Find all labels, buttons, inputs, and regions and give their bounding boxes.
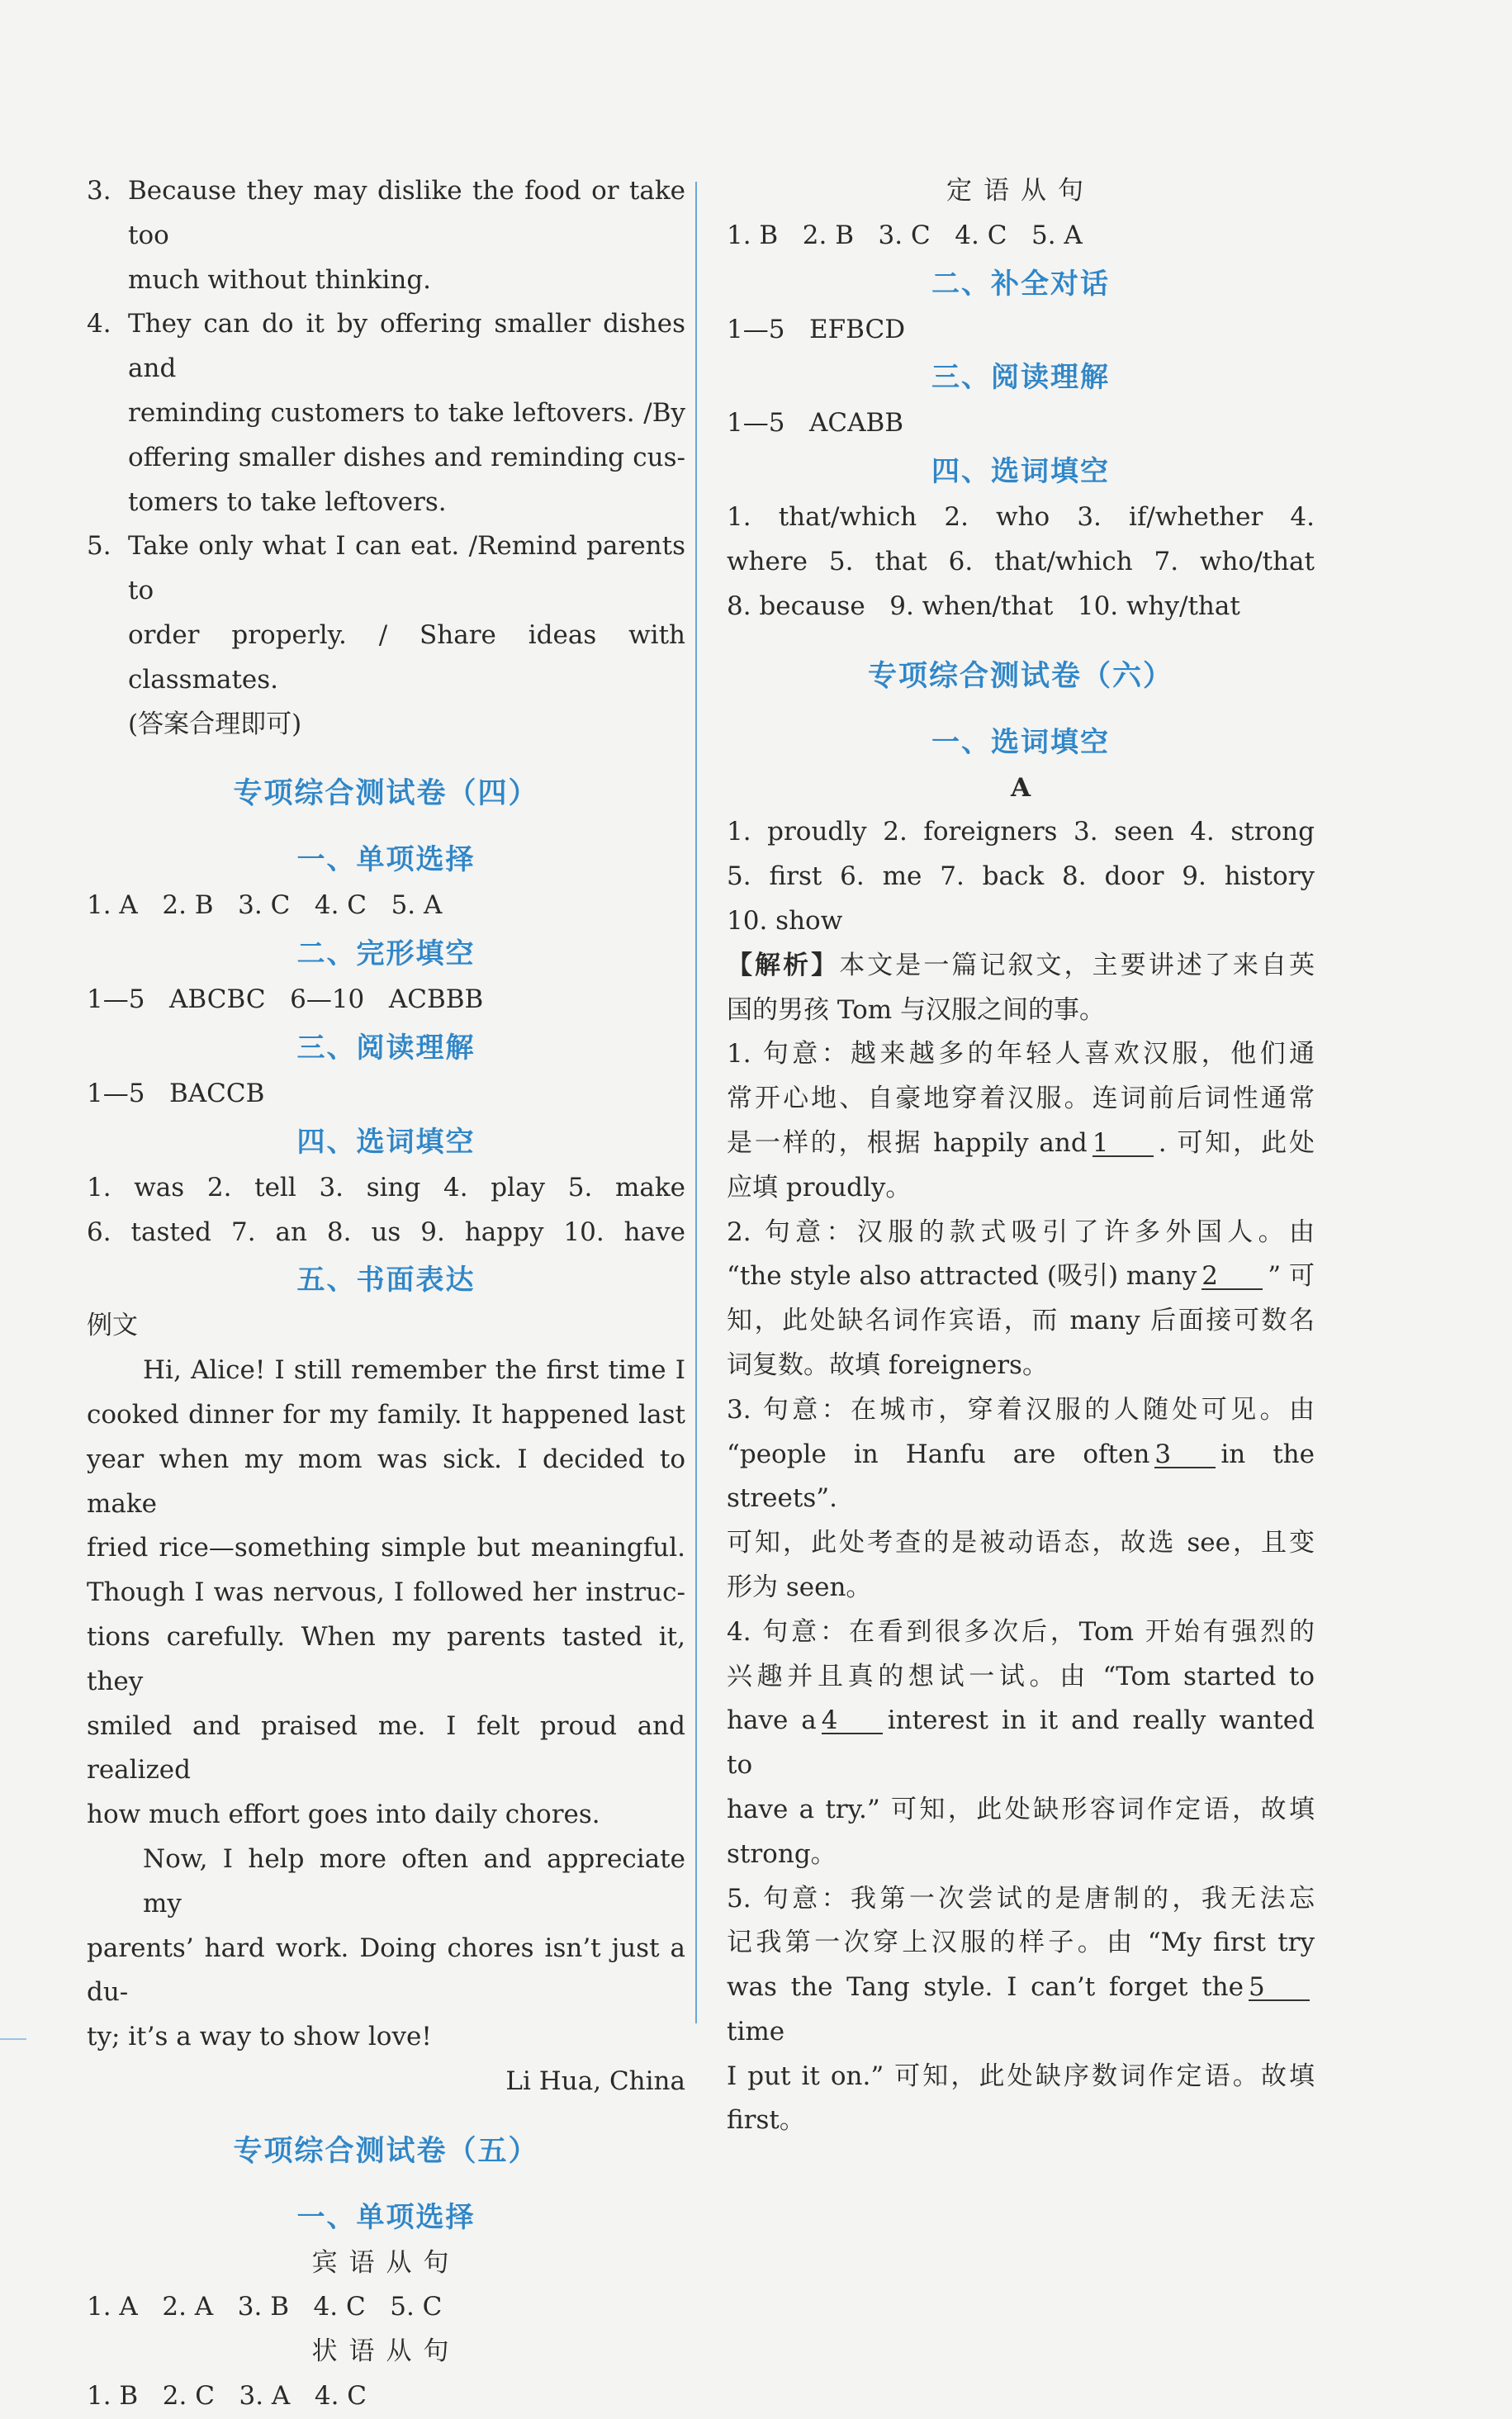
essay-paragraph-2: [87, 1838, 685, 2060]
column-divider: [695, 182, 697, 2023]
essay-line: Though I was nervous, I followed her instruc-: [87, 1577, 685, 1608]
analysis-line: 国的男孩 Tom 与汉服之间的事。: [727, 994, 1106, 1025]
analysis-tag: 【解析】: [727, 950, 840, 980]
item-line: reminding customers to take leftovers. /By: [128, 397, 685, 428]
explanation-line: 词复数。故填 foreigners。: [727, 1349, 1048, 1380]
text: ” 可: [1268, 1261, 1315, 1292]
explanation-line: I put it on.” 可知，此处缺序数词作定语。故填: [727, 2061, 1315, 2091]
footer-rule: [0, 2038, 26, 2040]
answer-blank: 5: [1249, 1975, 1310, 2001]
example-label: 例文: [87, 1311, 138, 1341]
answer-line: 10. show: [727, 905, 843, 936]
answer-item-4: [87, 302, 685, 524]
essay-line: cooked dinner for my family. It happened last: [87, 1399, 685, 1430]
explanation-line: 2. 句意：汉服的款式吸引了许多外国人。由: [727, 1217, 1315, 1247]
answer-line: 1—5 EFBCD: [727, 314, 906, 344]
section-heading: 一、选词填空: [931, 725, 1110, 759]
answer-line: 1. B 2. C 3. A 4. C: [87, 2381, 367, 2412]
sub-heading: 定语从句: [946, 176, 1095, 206]
answer-line: 1. B 2. B 3. C 4. C 5. A: [727, 220, 1083, 250]
item-number: 5.: [87, 531, 111, 562]
section-heading: 三、阅读理解: [296, 1031, 476, 1065]
essay-line: parents’ hard work. Doing chores isn’t just a du-: [87, 1933, 685, 2008]
essay-line: Hi, Alice! I still remember the first time I: [143, 1355, 685, 1386]
explanation-line: 5. 句意：我第一次尝试的是唐制的，我无法忘: [727, 1883, 1315, 1914]
right-column: [727, 169, 1315, 2143]
section-heading: 三、阅读理解: [931, 361, 1110, 395]
answer-line: where 5. that 6. that/which 7. who/that: [727, 546, 1315, 576]
explanation-line: 常开心地、自豪地穿着汉服。连词前后词性通常: [727, 1084, 1315, 1114]
answer-line: 5. first 6. me 7. back 8. door 9. history: [727, 861, 1315, 892]
explanation-line: 4. 句意：在看到很多次后，Tom 开始有强烈的: [727, 1616, 1315, 1647]
essay-signature: Li Hua, China: [505, 2066, 685, 2096]
answer-line: 6. tasted 7. an 8. us 9. happy 10. have: [87, 1217, 685, 1247]
item-line: order properly. / Share ideas with classmates.: [128, 619, 685, 695]
section-heading: 四、选词填空: [931, 455, 1110, 489]
explanation-line: have a try.” 可知，此处缺形容词作定语，故填: [727, 1794, 1315, 1824]
answer-item-3: [87, 169, 685, 302]
text: time: [727, 2016, 785, 2047]
essay-line: year when my mom was sick. I decided to make: [87, 1444, 685, 1519]
answer-line: 1. proudly 2. foreigners 3. seen 4. strong: [727, 817, 1315, 847]
answer-line: 1. A 2. B 3. C 4. C 5. A: [87, 890, 443, 921]
essay-line: fried rice—something simple but meaningful.: [87, 1533, 685, 1563]
answer-line: 1. A 2. A 3. B 4. C 5. C: [87, 2292, 443, 2322]
answer-line: 1—5 ABCBC 6—10 ACBBB: [87, 984, 484, 1015]
analysis-line: [727, 944, 1315, 989]
section-heading: 二、完形填空: [296, 937, 476, 971]
essay-line: tions carefully. When my parents tasted it, they: [87, 1621, 685, 1696]
text: have a: [727, 1705, 817, 1736]
section-heading: 一、单项选择: [296, 2200, 476, 2234]
essay-paragraph-1: [87, 1349, 685, 1838]
explanation-line: [727, 1255, 1315, 1299]
explanation-line: 3. 句意：在城市，穿着汉服的人随处可见。由: [727, 1394, 1315, 1425]
explanation-line: 兴趣并且真的想试一试。由 “Tom started to: [727, 1661, 1315, 1691]
section-heading: 四、选词填空: [296, 1125, 476, 1159]
item-line: (答案合理即可): [128, 709, 302, 739]
test-title-6: 专项综合测试卷（六）: [867, 659, 1173, 693]
explanation-line: [727, 1699, 1315, 1788]
explanation-line: 知，此处缺名词作宾语，而 many 后面接可数名: [727, 1306, 1315, 1336]
explanation-line: 可知，此处考查的是被动语态，故选 see，且变: [727, 1528, 1315, 1558]
text: “the style also attracted (吸引) many: [727, 1261, 1197, 1292]
answer-item-5: [87, 524, 685, 747]
test-title-4: 专项综合测试卷（四）: [233, 777, 539, 811]
left-column: [87, 169, 685, 2419]
item-line: Take only what I can eat. /Remind parents to: [128, 531, 685, 606]
test-title-5: 专项综合测试卷（五）: [233, 2134, 539, 2168]
answer-line: 1. was 2. tell 3. sing 4. play 5. make: [87, 1172, 685, 1202]
explanation-line: 1. 句意：越来越多的年轻人喜欢汉服，他们通: [727, 1039, 1315, 1070]
item-line: Because they may dislike the food or take too: [128, 176, 685, 250]
explanation-line: 应填 proudly。: [727, 1172, 912, 1202]
analysis-text: 本文是一篇记叙文，主要讲述了来自英: [839, 950, 1315, 980]
text: . 可知，此处: [1158, 1127, 1315, 1158]
essay-line: Now, I help more often and appreciate my: [143, 1843, 685, 1919]
answer-blank: 4: [822, 1708, 883, 1734]
explanation-line: [727, 1122, 1315, 1166]
answer-line: 1—5 BACCB: [87, 1078, 265, 1108]
sub-heading: 宾语从句: [311, 2247, 461, 2278]
answer-line: 1—5 ACABB: [727, 408, 904, 439]
section-heading: 二、补全对话: [931, 267, 1110, 301]
answer-blank: 1: [1093, 1131, 1154, 1157]
explanation-line: 记我第一次穿上汉服的样子。由 “My first try: [727, 1928, 1315, 1958]
explanation-line: 形为 seen。: [727, 1572, 872, 1602]
essay-line: smiled and praised me. I felt proud and realized: [87, 1710, 685, 1786]
item-line: much without thinking.: [128, 264, 432, 295]
explanation-line: [727, 1433, 1315, 1522]
answer-blank: 3: [1154, 1442, 1216, 1468]
answer-line: 8. because 9. when/that 10. why/that: [727, 591, 1240, 621]
text: 是一样的，根据 happily and: [727, 1127, 1088, 1158]
item-number: 4.: [87, 309, 111, 339]
text: interest in it and really wanted to: [727, 1705, 1315, 1781]
item-line: tomers to take leftovers.: [128, 486, 447, 517]
explanation-line: strong。: [727, 1838, 837, 1869]
answer-line: 1. that/which 2. who 3. if/whether 4.: [727, 502, 1315, 533]
explanation-line: first。: [727, 2105, 805, 2136]
text: was the Tang style. I can’t forget the: [727, 1972, 1244, 2003]
sub-heading: 状语从句: [311, 2336, 461, 2367]
section-heading: 五、书面表达: [296, 1264, 476, 1297]
essay-line: ty; it’s a way to show love!: [87, 2022, 432, 2052]
answer-blank: 2: [1202, 1264, 1263, 1290]
essay-line: how much effort goes into daily chores.: [87, 1800, 600, 1830]
item-number: 3.: [87, 176, 111, 206]
text: “people in Hanfu are often: [727, 1439, 1150, 1469]
item-line: offering smaller dishes and reminding cus-: [128, 442, 685, 472]
section-heading: 一、单项选择: [296, 843, 476, 877]
text: in the streets”.: [727, 1439, 1315, 1514]
explanation-line: [727, 1966, 1315, 2055]
part-label: A: [1010, 772, 1031, 803]
item-line: They can do it by offering smaller dishes and: [128, 309, 685, 384]
